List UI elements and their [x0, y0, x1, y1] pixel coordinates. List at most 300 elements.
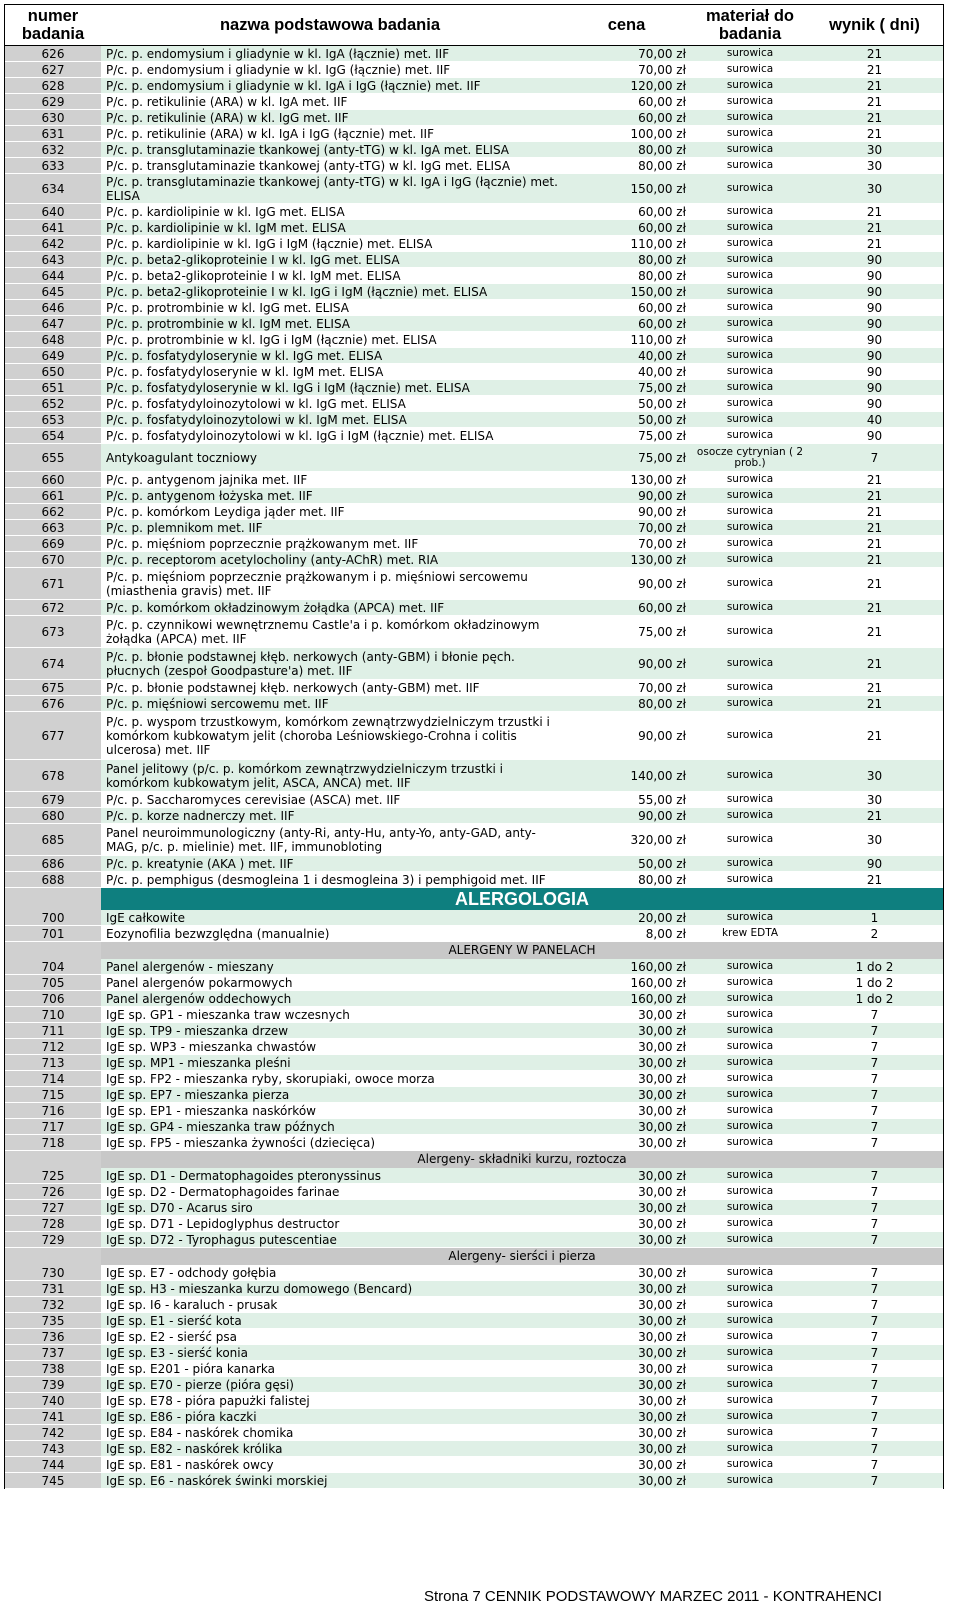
- table-row: [5, 1297, 943, 1313]
- cell-price: 30,00 zł: [559, 1055, 694, 1070]
- table-row: [5, 1055, 943, 1071]
- cell-name: P/c. p. fosfatydyloserynie w kl. IgG met. ELISA: [101, 348, 559, 363]
- cell-num: 726: [5, 1184, 101, 1199]
- cell-num: 646: [5, 300, 101, 315]
- cell-num: 650: [5, 364, 101, 379]
- cell-name: P/c. p. fosfatydyloinozytolowi w kl. IgG i IgM (łącznie) met. ELISA: [106, 428, 494, 443]
- cell-num: 670: [5, 552, 101, 567]
- cell-price: 30,00 zł: [559, 1345, 694, 1360]
- cell-name: IgE sp. D1 - Dermatophagoides pteronyssinus: [101, 1168, 559, 1183]
- cell-price: 30,00 zł: [559, 1168, 694, 1183]
- section-pad: [5, 888, 101, 910]
- cell-name: P/c. p. kardiolipinie w kl. IgM met. ELISA: [101, 220, 559, 235]
- cell-num: 725: [5, 1168, 101, 1183]
- table-row: [5, 62, 943, 78]
- cell-price: 90,00 zł: [638, 576, 686, 591]
- cell-name: P/c. p. fosfatydyloserynie w kl. IgM met. ELISA: [106, 364, 384, 379]
- cell-material: surowica: [694, 252, 806, 267]
- cell-price: 30,00 zł: [638, 1457, 686, 1472]
- header-num: numer badania: [21, 7, 85, 43]
- cell-num: 700: [5, 910, 101, 925]
- cell-num: 705: [5, 975, 101, 990]
- cell-material: surowica: [726, 1330, 774, 1342]
- cell-name: P/c. p. kardiolipinie w kl. IgG met. ELISA: [106, 204, 345, 219]
- table-row: [5, 1103, 943, 1119]
- table-row: [5, 364, 943, 380]
- cell-price: 80,00 zł: [638, 158, 686, 173]
- cell-name: IgE sp. TP9 - mieszanka drzew: [101, 1023, 559, 1038]
- cell-material: surowica: [726, 159, 774, 171]
- table-row: [5, 1023, 943, 1039]
- cell-name: P/c. p. transglutaminazie tkankowej (anty-tTG) w kl. IgA i IgG (łącznie) met. ELISA: [101, 174, 559, 203]
- cell-material: surowica: [726, 1104, 774, 1116]
- cell-price: 90,00 zł: [559, 808, 694, 823]
- cell-num: 742: [5, 1425, 101, 1440]
- cell-result: 21: [866, 236, 883, 251]
- cell-name: P/c. p. transglutaminazie tkankowej (anty-tTG) w kl. IgG met. ELISA: [106, 158, 511, 173]
- cell-price: 55,00 zł: [638, 792, 686, 807]
- cell-material: surowica: [726, 793, 774, 805]
- cell-num: 629: [5, 94, 101, 109]
- cell-result: 7: [870, 1071, 879, 1086]
- header-price: cena: [607, 16, 646, 34]
- cell-material: surowica: [726, 429, 774, 441]
- cell-result: 21: [866, 872, 883, 887]
- cell-result: 30: [806, 142, 943, 157]
- cell-price: 320,00 zł: [630, 832, 686, 847]
- cell-material: surowica: [694, 1119, 806, 1134]
- cell-result: 7: [870, 1184, 879, 1199]
- cell-num: 678: [5, 760, 101, 791]
- cell-result: 7: [870, 1007, 879, 1022]
- cell-result: 21: [866, 728, 883, 743]
- cell-result: 7: [806, 1200, 943, 1215]
- cell-name: P/c. p. mięśniom poprzecznie prążkowanym i p. mięśniowi sercowemu (miasthenia gravis) met. IIF: [106, 569, 528, 598]
- cell-num: 655: [5, 444, 101, 471]
- cell-price: 90,00 zł: [638, 504, 686, 519]
- cell-price: 30,00 zł: [638, 1297, 686, 1312]
- cell-num: 651: [5, 380, 101, 395]
- table-row: [5, 204, 943, 220]
- cell-name: IgE sp. E70 - pierze (pióra gęsi): [101, 1377, 559, 1392]
- cell-num: 730: [5, 1265, 101, 1280]
- cell-material: surowica: [694, 552, 806, 567]
- page-footer: Strona 7 CENNIK PODSTAWOWY MARZEC 2011 - KONTRAHENCI: [424, 1588, 882, 1605]
- cell-material: surowica: [694, 78, 806, 93]
- cell-name: Panel neuroimmunologiczny (anty-Ri, anty-Hu, anty-Yo, anty-GAD, anty-MAG, p/c. p. mielinie) met. IIF, immunobloting: [106, 825, 536, 854]
- cell-material: surowica: [694, 1345, 806, 1360]
- cell-name: P/c. p. endomysium i gliadynie w kl. IgG (łącznie) met. IIF: [106, 62, 451, 77]
- cell-name: P/c. p. komórkom okładzinowym żołądka (APCA) met. IIF: [101, 600, 559, 615]
- cell-num: 634: [5, 174, 101, 203]
- cell-name: P/c. p. protrombinie w kl. IgG i IgM (łącznie) met. ELISA: [106, 332, 437, 347]
- cell-material: surowica: [694, 600, 806, 615]
- cell-num: 745: [5, 1473, 101, 1488]
- cell-num: 671: [5, 568, 101, 599]
- cell-result: 1 do 2: [855, 975, 894, 990]
- cell-num: 743: [5, 1441, 101, 1456]
- cell-price: 30,00 zł: [559, 1200, 694, 1215]
- cell-material: surowica: [694, 1409, 806, 1424]
- subsection-title: Alergeny- sierści i pierza: [101, 1248, 943, 1265]
- cell-result: 90: [866, 428, 883, 443]
- cell-price: 30,00 zł: [638, 1135, 686, 1150]
- section-title: ALERGOLOGIA: [101, 888, 943, 910]
- cell-result: 7: [870, 1361, 879, 1376]
- cell-material: surowica: [726, 1217, 774, 1229]
- cell-name: IgE sp. FP5 - mieszanka żywności (dziecięca): [106, 1135, 376, 1150]
- cell-result: 7: [806, 1377, 943, 1392]
- cell-price: 30,00 zł: [638, 1007, 686, 1022]
- cell-name: IgE sp. D71 - Lepidoglyphus destructor: [106, 1216, 340, 1231]
- cell-material: surowica: [726, 976, 774, 988]
- cell-name: P/c. p. wyspom trzustkowym, komórkom zewnątrzwydzielniczym trzustki i komórkom kubkowatym jelit (choroba Leśniowskiego-Crohna i colitis ulcerosa) met. IIF: [106, 714, 550, 757]
- cell-result: 30: [806, 760, 943, 791]
- cell-name: IgE sp. GP4 - mieszanka traw późnych: [101, 1119, 559, 1134]
- cell-material: surowica: [726, 681, 774, 693]
- cell-name: P/c. p. mięśniowi sercowemu met. IIF: [101, 696, 559, 711]
- cell-material: surowica: [726, 365, 774, 377]
- cell-num: 737: [5, 1345, 101, 1360]
- table-row: [5, 396, 943, 412]
- cell-name: P/c. p. kreatynie (AKA ) met. IIF: [101, 856, 559, 871]
- cell-price: 150,00 zł: [559, 174, 694, 203]
- cell-num: 649: [5, 348, 101, 363]
- cell-name: Panel alergenów oddechowych: [101, 991, 559, 1006]
- cell-result: 7: [870, 1216, 879, 1231]
- cell-material: surowica: [694, 174, 806, 203]
- cell-result: 30: [806, 174, 943, 203]
- cell-result: 21: [866, 204, 883, 219]
- cell-name: IgE sp. E86 - pióra kaczki: [101, 1409, 559, 1424]
- table-row: [5, 78, 943, 94]
- cell-material: osocze cytrynian ( 2 prob.): [694, 444, 806, 471]
- cell-material: surowica: [694, 991, 806, 1006]
- cell-material: surowica: [726, 1008, 774, 1020]
- cell-material: surowica: [694, 1473, 806, 1488]
- cell-num: 679: [5, 792, 101, 807]
- table-row: [5, 856, 943, 872]
- cell-num: 633: [5, 158, 101, 173]
- cell-num: 645: [5, 284, 101, 299]
- cell-num: 741: [5, 1409, 101, 1424]
- cell-result: 90: [806, 856, 943, 871]
- cell-result: 7: [806, 1313, 943, 1328]
- cell-price: 80,00 zł: [638, 268, 686, 283]
- cell-material: surowica: [694, 488, 806, 503]
- cell-result: 7: [806, 1119, 943, 1134]
- cell-material: surowica: [694, 1281, 806, 1296]
- cell-price: 30,00 zł: [638, 1216, 686, 1231]
- cell-num: 704: [5, 959, 101, 974]
- cell-result: 7: [870, 1265, 879, 1280]
- cell-material: surowica: [694, 910, 806, 925]
- table-row: [5, 268, 943, 284]
- cell-material: surowica: [694, 520, 806, 535]
- table-row: [5, 1393, 943, 1409]
- table-row: [5, 959, 943, 975]
- cell-name: P/c. p. błonie podstawnej kłęb. nerkowych (anty-GBM) met. IIF: [106, 680, 480, 695]
- cell-result: 7: [870, 1425, 879, 1440]
- cell-price: 60,00 zł: [559, 220, 694, 235]
- cell-num: 686: [5, 856, 101, 871]
- cell-material: surowica: [694, 1232, 806, 1247]
- cell-name: P/c. p. komórkom Leydiga jąder met. IIF: [106, 504, 345, 519]
- cell-material: surowica: [726, 1362, 774, 1374]
- cell-num: 680: [5, 808, 101, 823]
- cell-num: 710: [5, 1007, 101, 1022]
- subsection-header: [5, 1151, 943, 1168]
- cell-material: surowica: [726, 625, 774, 637]
- cell-name: IgE sp. E7 - odchody gołębia: [106, 1265, 277, 1280]
- cell-price: 60,00 zł: [638, 204, 686, 219]
- table-row: [5, 1265, 943, 1281]
- cell-result: 7: [806, 1087, 943, 1102]
- subsection-header: [5, 1248, 943, 1265]
- table-row: [5, 380, 943, 396]
- cell-name: Eozynofilia bezwzględna (manualnie): [106, 926, 330, 941]
- cell-result: 21: [866, 680, 883, 695]
- cell-material: surowica: [694, 142, 806, 157]
- cell-price: 30,00 zł: [559, 1232, 694, 1247]
- cell-num: 717: [5, 1119, 101, 1134]
- table-row: [5, 1377, 943, 1393]
- cell-name: IgE sp. E1 - sierść kota: [101, 1313, 559, 1328]
- cell-num: 714: [5, 1071, 101, 1086]
- cell-price: 60,00 zł: [638, 300, 686, 315]
- cell-num: 739: [5, 1377, 101, 1392]
- table-row: [5, 1425, 943, 1441]
- cell-price: 30,00 zł: [638, 1425, 686, 1440]
- cell-result: 90: [806, 316, 943, 331]
- table-row: [5, 872, 943, 888]
- cell-material: surowica: [694, 284, 806, 299]
- price-list-table: [4, 4, 944, 1489]
- cell-name: P/c. p. retikulinie (ARA) w kl. IgA i IgG (łącznie) met. IIF: [106, 126, 434, 141]
- cell-result: 1 do 2: [806, 991, 943, 1006]
- cell-price: 60,00 zł: [559, 600, 694, 615]
- cell-num: 677: [5, 712, 101, 759]
- cell-material: surowica: [694, 1087, 806, 1102]
- cell-price: 30,00 zł: [638, 1361, 686, 1376]
- cell-result: 7: [806, 1409, 943, 1424]
- cell-name: P/c. p. transglutaminazie tkankowej (anty-tTG) w kl. IgA met. ELISA: [101, 142, 559, 157]
- cell-result: 21: [806, 648, 943, 679]
- cell-name: P/c. p. retikulinie (ARA) w kl. IgA met. IIF: [106, 94, 348, 109]
- cell-price: 80,00 zł: [559, 252, 694, 267]
- cell-name: P/c. p. beta2-glikoproteinie I w kl. IgG met. ELISA: [101, 252, 559, 267]
- table-row: [5, 808, 943, 824]
- cell-name: IgE sp. E82 - naskórek królika: [101, 1441, 559, 1456]
- cell-price: 30,00 zł: [638, 1184, 686, 1199]
- table-row: [5, 520, 943, 536]
- cell-name: P/c. p. mięśniom poprzecznie prążkowanym met. IIF: [106, 536, 419, 551]
- cell-material: surowica: [726, 1136, 774, 1148]
- table-row: [5, 332, 943, 348]
- cell-price: 30,00 zł: [559, 1473, 694, 1488]
- table-row: [5, 126, 943, 142]
- cell-result: 21: [806, 78, 943, 93]
- table-row: [5, 428, 943, 444]
- cell-material: surowica: [694, 220, 806, 235]
- cell-num: 732: [5, 1297, 101, 1312]
- cell-material: surowica: [726, 1072, 774, 1084]
- cell-result: 21: [806, 220, 943, 235]
- cell-result: 7: [806, 1441, 943, 1456]
- cell-name: P/c. p. korze nadnerczy met. IIF: [101, 808, 559, 823]
- cell-price: 140,00 zł: [559, 760, 694, 791]
- cell-num: 672: [5, 600, 101, 615]
- cell-num: 652: [5, 396, 101, 411]
- cell-material: surowica: [726, 1185, 774, 1197]
- cell-name: IgE sp. E78 - pióra papużki falistej: [106, 1393, 310, 1408]
- cell-num: 706: [5, 991, 101, 1006]
- cell-price: 75,00 zł: [638, 428, 686, 443]
- cell-num: 735: [5, 1313, 101, 1328]
- cell-result: 2: [870, 926, 879, 941]
- cell-material: surowica: [726, 873, 774, 885]
- cell-price: 30,00 zł: [559, 1119, 694, 1134]
- cell-price: 40,00 zł: [559, 348, 694, 363]
- table-row: [5, 824, 943, 856]
- cell-result: 7: [870, 1393, 879, 1408]
- cell-name: IgE sp. D72 - Tyrophagus putescentiae: [101, 1232, 559, 1247]
- cell-price: 50,00 zł: [638, 396, 686, 411]
- cell-num: 628: [5, 78, 101, 93]
- cell-name: P/c. p. retikulinie (ARA) w kl. IgG met. IIF: [101, 110, 559, 125]
- cell-price: 160,00 zł: [559, 991, 694, 1006]
- table-row: [5, 1200, 943, 1216]
- table-row: [5, 252, 943, 268]
- cell-result: 21: [866, 62, 883, 77]
- cell-price: 120,00 zł: [559, 78, 694, 93]
- cell-name: IgE sp. E3 - sierść konia: [101, 1345, 559, 1360]
- cell-material: surowica: [726, 537, 774, 549]
- cell-num: 736: [5, 1329, 101, 1344]
- cell-price: 150,00 zł: [559, 284, 694, 299]
- table-row: [5, 1473, 943, 1489]
- cell-material: surowica: [694, 1441, 806, 1456]
- cell-result: 21: [806, 488, 943, 503]
- cell-result: 7: [806, 1232, 943, 1247]
- cell-name: P/c. p. receptorom acetylocholiny (anty-AChR) met. RIA: [101, 552, 559, 567]
- cell-result: 21: [866, 472, 883, 487]
- cell-result: 7: [870, 1457, 879, 1472]
- table-row: [5, 1313, 943, 1329]
- cell-name: P/c. p. antygenom łożyska met. IIF: [101, 488, 559, 503]
- table-row: [5, 110, 943, 126]
- table-row: [5, 760, 943, 792]
- table-row: [5, 552, 943, 568]
- cell-price: 70,00 zł: [559, 46, 694, 61]
- cell-price: 130,00 zł: [630, 472, 686, 487]
- table-row: [5, 158, 943, 174]
- cell-name: IgE sp. H3 - mieszanka kurzu domowego (Bencard): [101, 1281, 559, 1296]
- cell-name: IgE sp. E81 - naskórek owcy: [106, 1457, 274, 1472]
- cell-price: 80,00 zł: [638, 872, 686, 887]
- cell-num: 715: [5, 1087, 101, 1102]
- cell-material: surowica: [726, 301, 774, 313]
- cell-result: 90: [806, 348, 943, 363]
- cell-result: 7: [870, 1297, 879, 1312]
- table-row: [5, 696, 943, 712]
- cell-name: P/c. p. antygenom jajnika met. IIF: [106, 472, 308, 487]
- cell-result: 21: [806, 600, 943, 615]
- cell-result: 21: [866, 576, 883, 591]
- cell-material: surowica: [726, 577, 774, 589]
- cell-num: 641: [5, 220, 101, 235]
- table-row: [5, 616, 943, 648]
- cell-result: 7: [870, 1135, 879, 1150]
- table-row: [5, 1361, 943, 1377]
- cell-num: 631: [5, 126, 101, 141]
- table-row: [5, 220, 943, 236]
- cell-material: surowica: [694, 1023, 806, 1038]
- cell-material: surowica: [694, 696, 806, 711]
- cell-name: IgE sp. EP1 - mieszanka naskórków: [106, 1103, 316, 1118]
- cell-result: 90: [866, 268, 883, 283]
- table-row: [5, 1168, 943, 1184]
- cell-name: P/c. p. endomysium i gliadynie w kl. IgA i IgG (łącznie) met. IIF: [101, 78, 559, 93]
- cell-result: 7: [806, 1023, 943, 1038]
- cell-material: surowica: [726, 397, 774, 409]
- table-body: [5, 46, 943, 1489]
- cell-price: 30,00 zł: [559, 1377, 694, 1392]
- cell-result: 7: [806, 444, 943, 471]
- header-name: nazwa podstawowa badania: [219, 16, 441, 34]
- cell-num: 718: [5, 1135, 101, 1150]
- cell-material: surowica: [694, 380, 806, 395]
- cell-result: 90: [866, 332, 883, 347]
- cell-name: IgE sp. EP7 - mieszanka pierza: [101, 1087, 559, 1102]
- table-row: [5, 1457, 943, 1473]
- cell-result: 21: [866, 624, 883, 639]
- cell-material: surowica: [726, 1458, 774, 1470]
- table-row: [5, 568, 943, 600]
- cell-num: 744: [5, 1457, 101, 1472]
- cell-price: 30,00 zł: [638, 1393, 686, 1408]
- cell-name: IgE sp. D2 - Dermatophagoides farinae: [106, 1184, 340, 1199]
- cell-name: P/c. p. beta2-glikoproteinie I w kl. IgG i IgM (łącznie) met. ELISA: [101, 284, 559, 299]
- cell-material: surowica: [694, 1313, 806, 1328]
- cell-price: 110,00 zł: [630, 236, 686, 251]
- cell-material: surowica: [694, 808, 806, 823]
- table-row: [5, 1281, 943, 1297]
- cell-name: P/c. p. protrombinie w kl. IgG met. ELISA: [106, 300, 349, 315]
- cell-num: 713: [5, 1055, 101, 1070]
- cell-result: 21: [806, 110, 943, 125]
- cell-material: surowica: [694, 110, 806, 125]
- cell-num: 685: [5, 824, 101, 855]
- cell-name: Panel alergenów - mieszany: [101, 959, 559, 974]
- table-row: [5, 792, 943, 808]
- cell-result: 90: [866, 364, 883, 379]
- table-row: [5, 600, 943, 616]
- cell-material: surowica: [694, 959, 806, 974]
- cell-result: 90: [806, 380, 943, 395]
- table-row: [5, 991, 943, 1007]
- table-row: [5, 236, 943, 252]
- cell-num: 627: [5, 62, 101, 77]
- cell-result: 7: [806, 1055, 943, 1070]
- cell-result: 30: [866, 792, 883, 807]
- cell-price: 70,00 zł: [638, 62, 686, 77]
- cell-material: surowica: [694, 1055, 806, 1070]
- cell-material: surowica: [726, 333, 774, 345]
- cell-num: 728: [5, 1216, 101, 1231]
- table-row: [5, 316, 943, 332]
- table-row: [5, 488, 943, 504]
